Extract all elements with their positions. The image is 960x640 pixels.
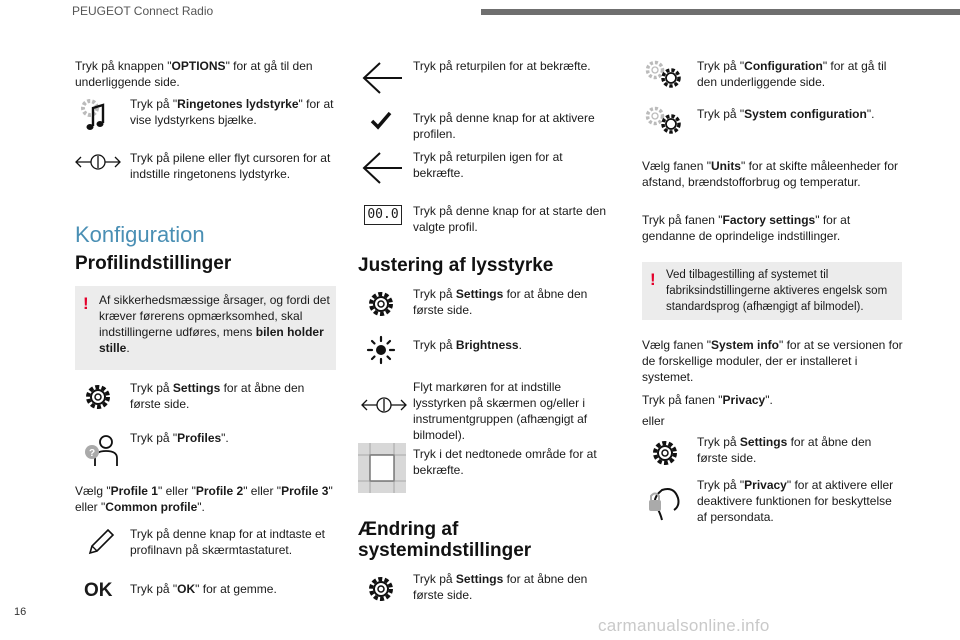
b-settings-text: Tryk på Settings for at åbne den første side. [413, 287, 588, 317]
svg-text:?: ? [88, 448, 96, 459]
settings-gear-icon [83, 382, 113, 412]
brightness-text: Tryk på Brightness. [413, 338, 522, 352]
b-slider-text: Flyt markøren for at indstille lysstyrken på skærmen og/eller i instrumentgruppen (afhængigt af bilmodel). [413, 380, 588, 442]
s-settings-text: Tryk på Settings for at åbne den første side. [413, 572, 588, 602]
sysconf-text: Tryk på "System configuration". [697, 107, 875, 121]
header-title: PEUGEOT Connect Radio [72, 4, 214, 18]
select-profile-text: Vælg "Profile 1" eller "Profile 2" eller "Profile 3" eller "Common profile". [75, 484, 333, 514]
slider-arrows-icon [74, 151, 122, 173]
options-paragraph: Tryk på knappen "OPTIONS" for at gå til den underliggende side. [75, 59, 313, 89]
p-settings-text: Tryk på Settings for at åbne den første side. [697, 435, 872, 465]
back-again-text: Tryk på returpilen igen for at bekræfte. [413, 150, 563, 180]
privacy-lock-icon [646, 484, 682, 524]
settings-text: Tryk på Settings for at åbne den første side. [130, 381, 305, 411]
ringtone-volume-text: Tryk på "Ringetones lydstyrke" for at vise lydstyrkens bjælke. [130, 97, 334, 127]
check-icon [370, 110, 392, 130]
brightness-title: Justering af lysstyrke [358, 255, 554, 276]
units-text: Vælg fanen "Units" for at skifte måleenheder for afstand, brændstofforbrug og temperatur. [642, 159, 898, 189]
warning-mark-icon-2: ! [650, 270, 656, 289]
back-confirm-text: Tryk på returpilen for at bekræfte. [413, 59, 591, 73]
profiles-text: Tryk på "Profiles". [130, 431, 229, 445]
settings-gear-icon-3 [366, 574, 396, 604]
back-arrow-icon-2 [362, 150, 404, 186]
factory-text: Tryk på fanen "Factory settings" for at gendanne de oprindelige indstillinger. [642, 213, 851, 243]
or-text: eller [642, 414, 665, 428]
slider-arrows-icon-2 [360, 394, 408, 416]
settings-gear-icon-4 [650, 438, 680, 468]
warning-box [75, 286, 336, 370]
privacy-tab-text: Tryk på fanen "Privacy". [642, 393, 773, 407]
pencil-icon [86, 527, 116, 557]
watermark: carmanualsonline.info [598, 616, 770, 635]
factory-warning-box [642, 262, 902, 320]
back-arrow-icon [362, 60, 404, 96]
lcd-text: Tryk på denne knap for at starte den valgte profil. [413, 204, 607, 234]
subsection-title: Profilindstillinger [75, 253, 232, 274]
p-privacy-text: Tryk på "Privacy" for at aktivere eller deaktivere funktionen for beskyttelse af persondata. [697, 478, 894, 524]
section-title: Konfiguration [75, 222, 205, 247]
system-title: Ændring af systemindstillinger [358, 519, 532, 561]
gear-music-icon [78, 98, 108, 134]
check-text: Tryk på denne knap for at aktivere profilen. [413, 111, 595, 141]
warning-text: Af sikkerhedsmæssige årsager, og fordi det kræver førerens opmærksomhed, skal indstillingerne udføres, mens bilen holder stille. [99, 293, 330, 355]
system-config-icon [644, 104, 684, 136]
settings-gear-icon-2 [366, 289, 396, 319]
sysinfo-text: Vælg fanen "System info" for at se versionen for de forskellige moduler, der er installeret i systemet. [642, 338, 903, 384]
b-shaded-text: Tryk i det nedtonede område for at bekræfte. [413, 447, 597, 477]
factory-warning-text: Ved tilbagestilling af systemet til fabriksindstillingerne aktiveres engelsk som standardsprog (afhængigt af bilmodel). [666, 269, 888, 313]
shaded-area-icon [358, 443, 406, 493]
page-number: 16 [14, 606, 27, 618]
ok-text: Tryk på "OK" for at gemme. [130, 582, 277, 596]
warning-mark-icon: ! [83, 294, 89, 313]
config-gears-icon [644, 58, 684, 90]
brightness-icon [365, 334, 397, 366]
config-text: Tryk på "Configuration" for at gå til den underliggende side. [697, 59, 887, 89]
header-bar [481, 9, 960, 15]
lcd-display-icon: 00.0 [364, 205, 402, 225]
profile-icon [84, 432, 120, 468]
arrows-text: Tryk på pilene eller flyt cursoren for at indstille ringetonens lydstyrke. [130, 151, 331, 181]
pencil-text: Tryk på denne knap for at indtaste et profilnavn på skærmtastaturet. [130, 527, 326, 557]
ok-icon: OK [84, 580, 113, 601]
